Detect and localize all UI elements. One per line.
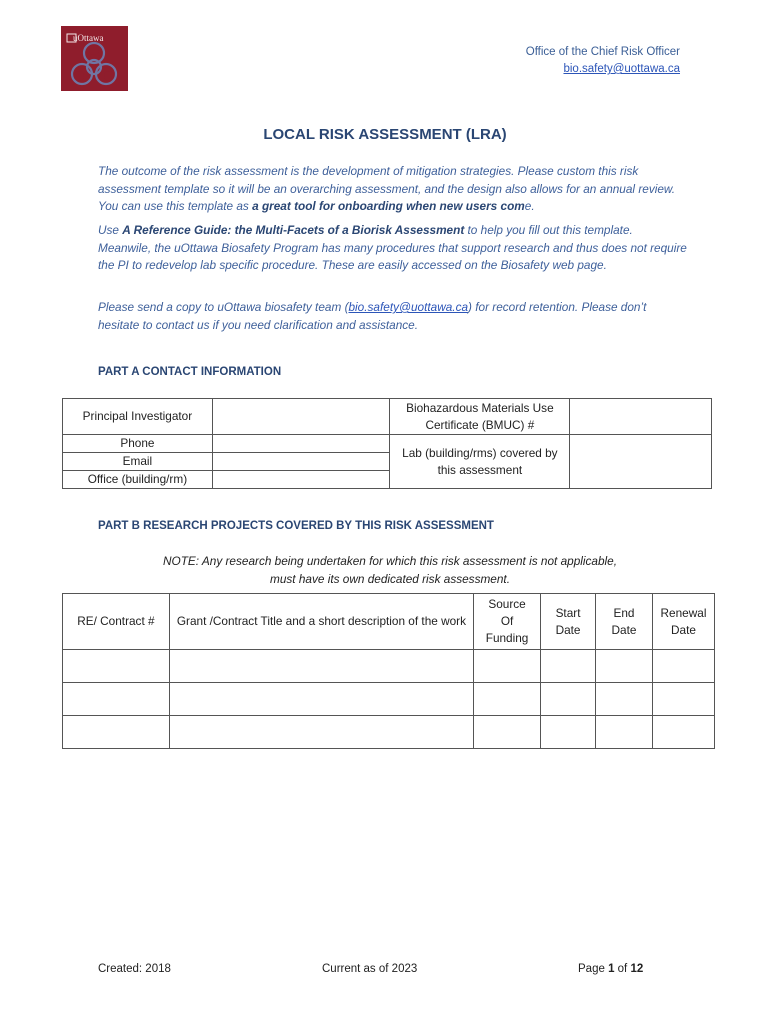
- table-cell[interactable]: [474, 683, 541, 716]
- research-projects-table: [62, 593, 715, 749]
- table-cell[interactable]: [169, 716, 473, 749]
- bmuc-field[interactable]: [570, 399, 712, 435]
- office-name: Office of the Chief Risk Officer: [525, 46, 680, 58]
- table-cell[interactable]: [63, 650, 170, 683]
- reference-guide-title: A Reference Guide: the Multi-Facets of a Biorisk Assessment: [122, 223, 465, 237]
- table-cell[interactable]: [63, 716, 170, 749]
- phone-label: Phone: [63, 435, 213, 453]
- footer-current: Current as of 2023: [322, 963, 418, 975]
- column-header-renewal-date: Renewal Date: [652, 594, 714, 650]
- lab-field[interactable]: [570, 435, 712, 489]
- email-label: Email: [63, 453, 213, 471]
- footer-created: Created: 2018: [98, 963, 171, 975]
- table-cell[interactable]: [596, 683, 653, 716]
- intro-paragraph-2: Use A Reference Guide: the Multi-Facets of a Biorisk Assessment to help you fill out this template. Meanwile, the uOttawa Biosafety Program has many procedures that support research and thus does not require the PI to redevelop lab specific procedure. These are easily accessed on the Biosafety web page.: [98, 223, 687, 273]
- uottawa-logo: [61, 26, 128, 91]
- part-b-note: NOTE: Any research being undertaken for which this risk assessment is not applicable, must have its own dedicated risk assessment.: [163, 554, 617, 586]
- biosafety-email-link[interactable]: bio.safety@uottawa.ca: [348, 300, 469, 314]
- intro-paragraph-1: The outcome of the risk assessment is the development of mitigation strategies. Please custom this risk assessment template so it will be an overarching assessment, and the design also allows for an annual review. You can use this template as a great tool for onboarding when new users come.: [98, 164, 676, 214]
- column-header-title: Grant /Contract Title and a short description of the work: [169, 594, 473, 650]
- lab-label: Lab (building/rms) covered by this assessment: [390, 435, 570, 489]
- document-title: LOCAL RISK ASSESSMENT (LRA): [263, 126, 507, 143]
- table-row: [63, 683, 715, 716]
- table-cell[interactable]: [474, 650, 541, 683]
- office-field[interactable]: [212, 471, 390, 489]
- table-cell[interactable]: [596, 716, 653, 749]
- table-cell[interactable]: [652, 683, 714, 716]
- table-cell[interactable]: [652, 650, 714, 683]
- header-email-link[interactable]: bio.safety@uottawa.ca: [563, 63, 680, 75]
- table-cell[interactable]: [652, 716, 714, 749]
- intro-paragraph-3: Please send a copy to uOttawa biosafety team (bio.safety@uottawa.ca) for record retention. Please don’t hesitate to contact us if you need clarification and assistance.: [98, 300, 647, 332]
- pi-label: Principal Investigator: [63, 399, 213, 435]
- column-header-re-contract: RE/ Contract #: [63, 594, 170, 650]
- table-row: [63, 650, 715, 683]
- bmuc-label: Biohazardous Materials Use Certificate (BMUC) #: [390, 399, 570, 435]
- table-cell[interactable]: [169, 683, 473, 716]
- table-cell[interactable]: [63, 683, 170, 716]
- part-a-heading: PART A CONTACT INFORMATION: [98, 366, 282, 378]
- part-b-heading: PART B RESEARCH PROJECTS COVERED BY THIS RISK ASSESSMENT: [98, 520, 494, 532]
- column-header-start-date: Start Date: [541, 594, 596, 650]
- logo-wordmark: uOttawa: [73, 33, 104, 43]
- column-header-funding: Source Of Funding: [474, 594, 541, 650]
- table-cell[interactable]: [541, 650, 596, 683]
- office-label: Office (building/rm): [63, 471, 213, 489]
- pi-field[interactable]: [212, 399, 390, 435]
- table-cell[interactable]: [541, 683, 596, 716]
- table-row: [63, 716, 715, 749]
- email-field[interactable]: [212, 453, 390, 471]
- contact-info-table: [62, 398, 712, 489]
- phone-field[interactable]: [212, 435, 390, 453]
- table-cell[interactable]: [169, 650, 473, 683]
- biohazard-icon: [61, 26, 128, 91]
- table-cell[interactable]: [541, 716, 596, 749]
- table-cell[interactable]: [474, 716, 541, 749]
- footer-page-number: Page 1 of 12: [578, 963, 644, 975]
- table-cell[interactable]: [596, 650, 653, 683]
- column-header-end-date: End Date: [596, 594, 653, 650]
